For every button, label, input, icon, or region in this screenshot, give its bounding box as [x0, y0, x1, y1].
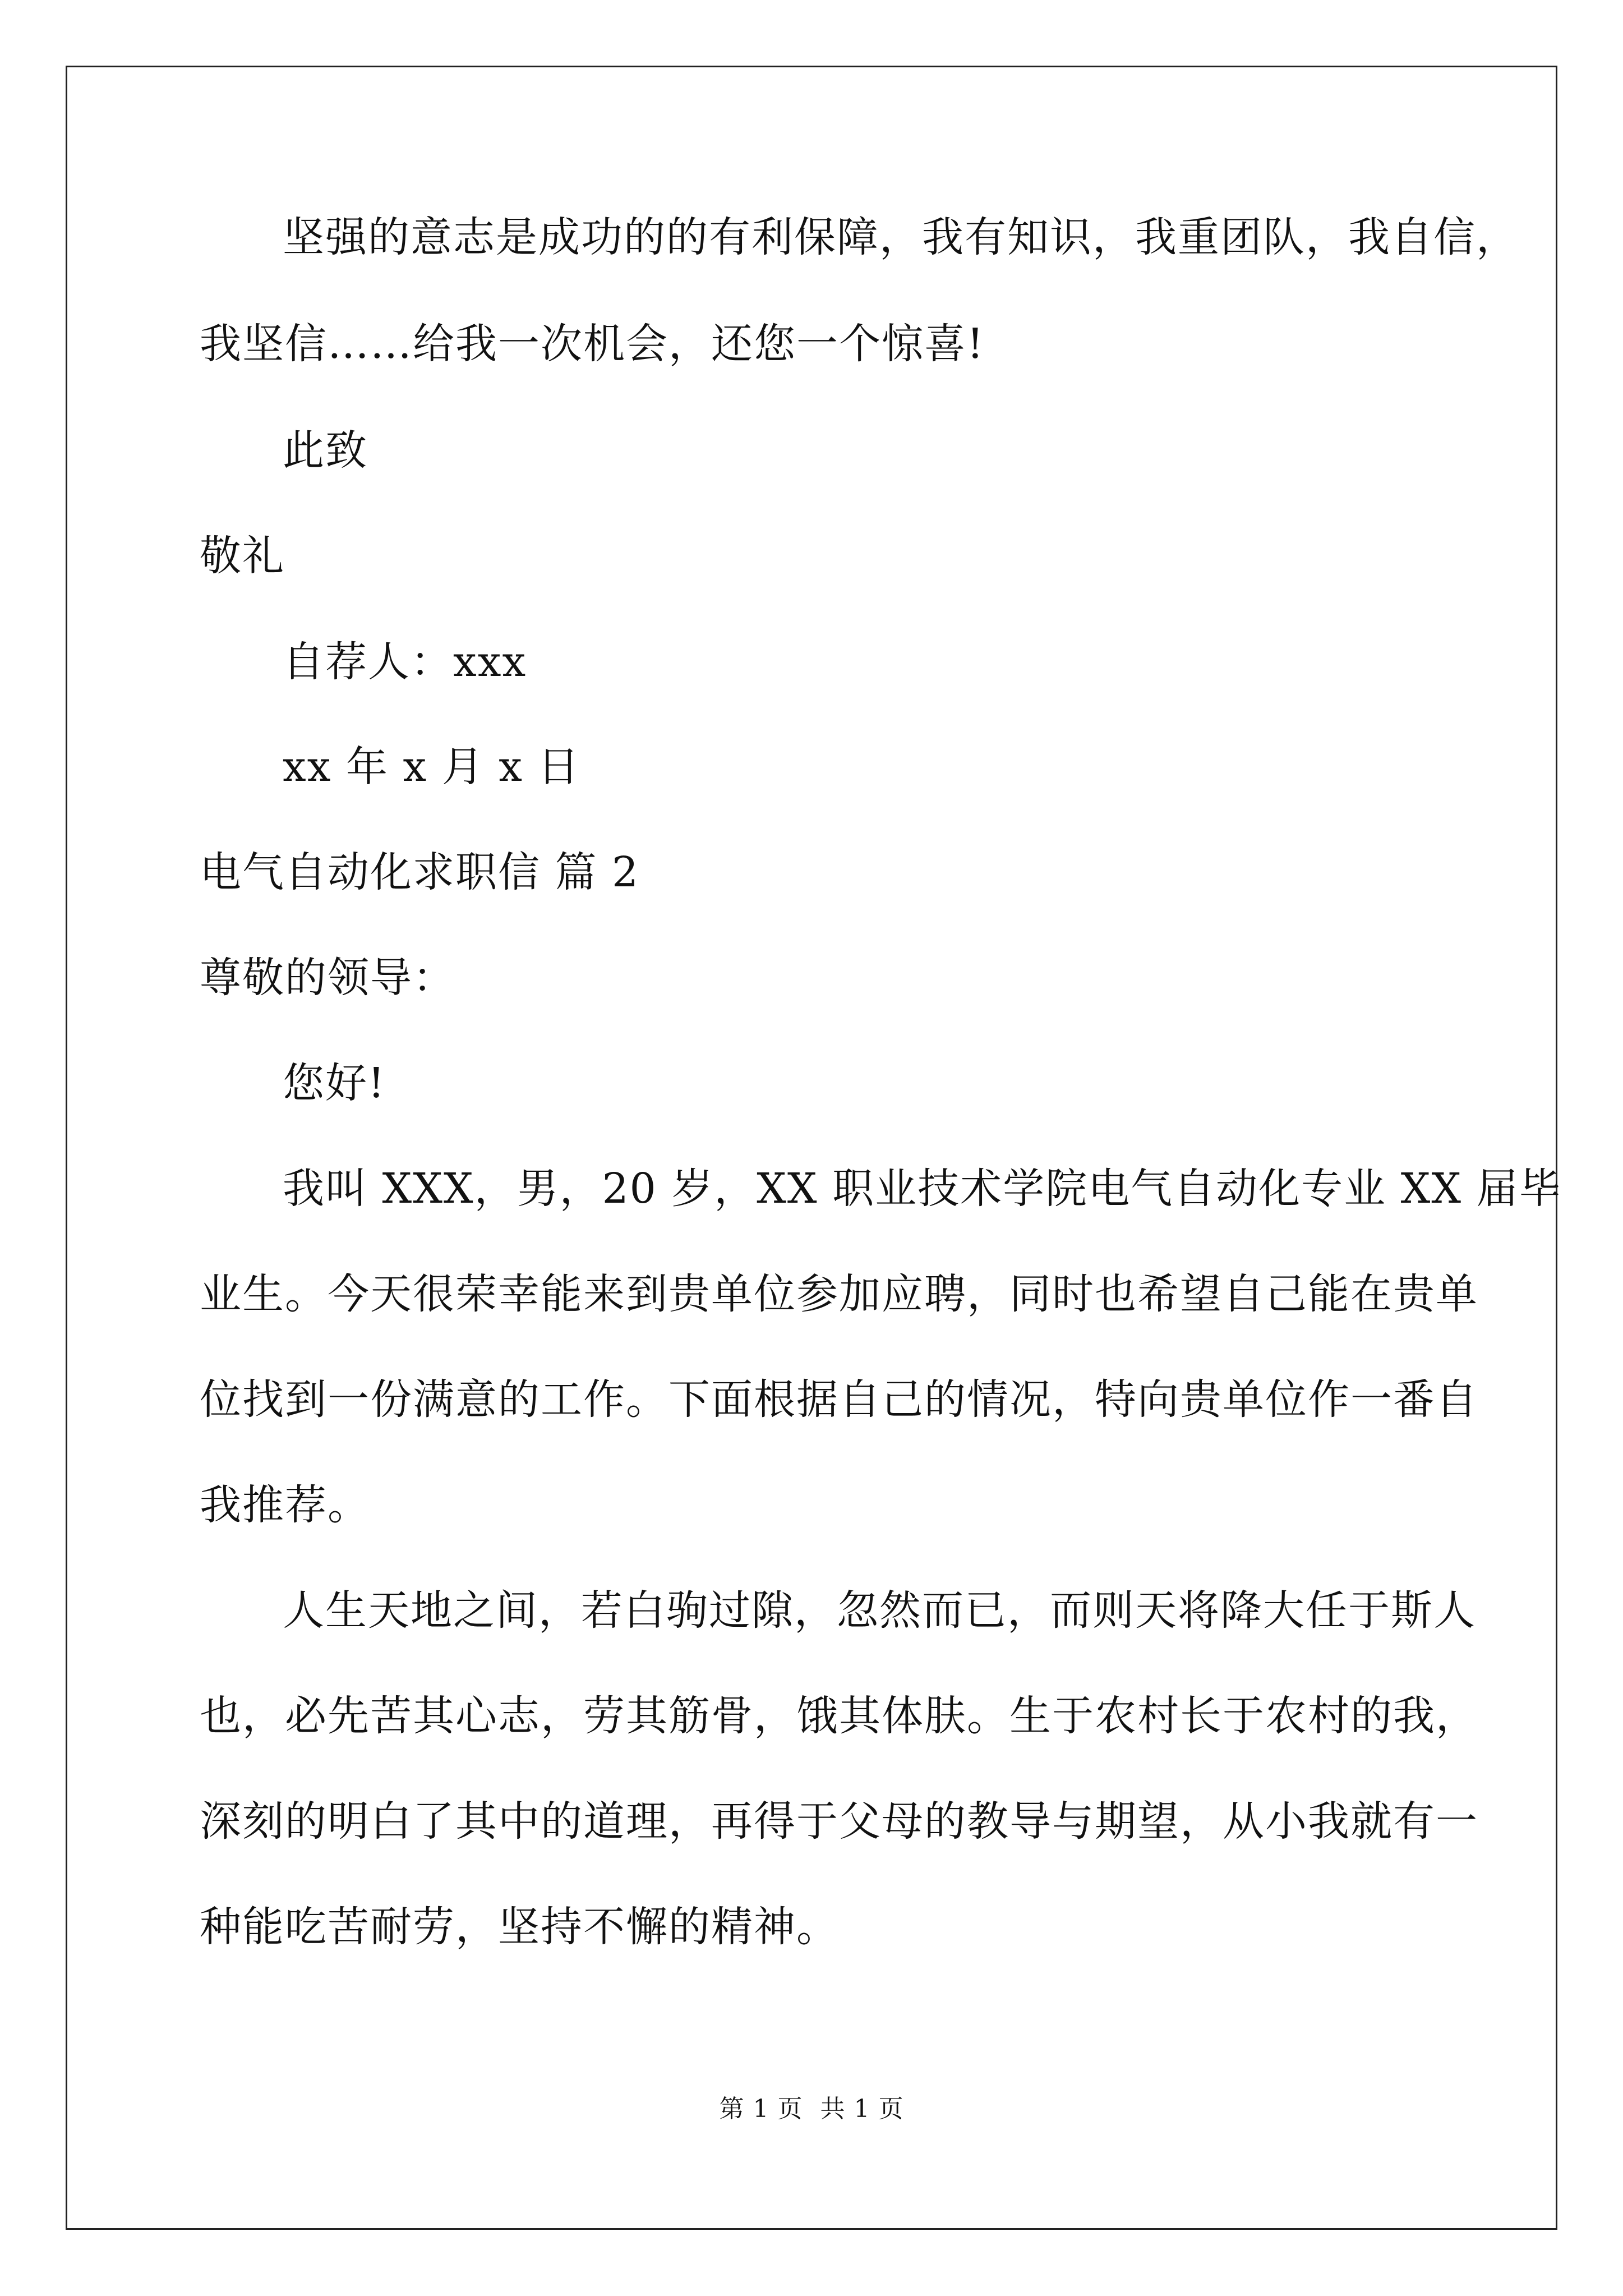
- paragraph-line: 我坚信……给我一次机会，还您一个惊喜!: [200, 320, 985, 368]
- closing-salutation: 此致: [283, 426, 368, 475]
- closing-respect: 敬礼: [200, 532, 285, 580]
- page-footer: [0, 2092, 1623, 2126]
- paragraph-line: 业生。今天很荣幸能来到贵单位参加应聘，同时也希望自己能在贵单: [200, 1270, 1478, 1318]
- page-number: 第 1 页: [719, 2095, 803, 2123]
- greeting: 尊敬的领导：: [200, 954, 455, 1002]
- paragraph-line: 也，必先苦其心志，劳其筋骨，饿其体肤。生于农村长于农村的我，: [200, 1692, 1478, 1740]
- paragraph-line: 人生天地之间，若白驹过隙，忽然而已，而则天将降大任于斯人: [283, 1586, 1476, 1635]
- date-line: xx 年 x 月 x 日: [283, 743, 580, 791]
- greeting-hello: 您好!: [283, 1059, 386, 1107]
- section-heading: 电气自动化求职信 篇 2: [200, 848, 640, 896]
- signature-line: 自荐人：xxx: [283, 638, 527, 686]
- paragraph-line: 坚强的意志是成功的的有利保障，我有知识，我重团队，我自信，: [283, 213, 1519, 261]
- paragraph-line: 我叫 XXX，男，20 岁，XX 职业技术学院电气自动化专业 XX 届毕: [283, 1165, 1562, 1213]
- paragraph-line: 深刻的明白了其中的道理，再得于父母的教导与期望，从小我就有一: [200, 1797, 1478, 1846]
- paragraph-line: 我推荐。: [200, 1481, 370, 1529]
- page-total: 共 1 页: [820, 2095, 904, 2123]
- paragraph-line: 位找到一份满意的工作。下面根据自己的情况，特向贵单位作一番自: [200, 1375, 1478, 1424]
- paragraph-line: 种能吃苦耐劳，坚持不懈的精神。: [200, 1903, 839, 1951]
